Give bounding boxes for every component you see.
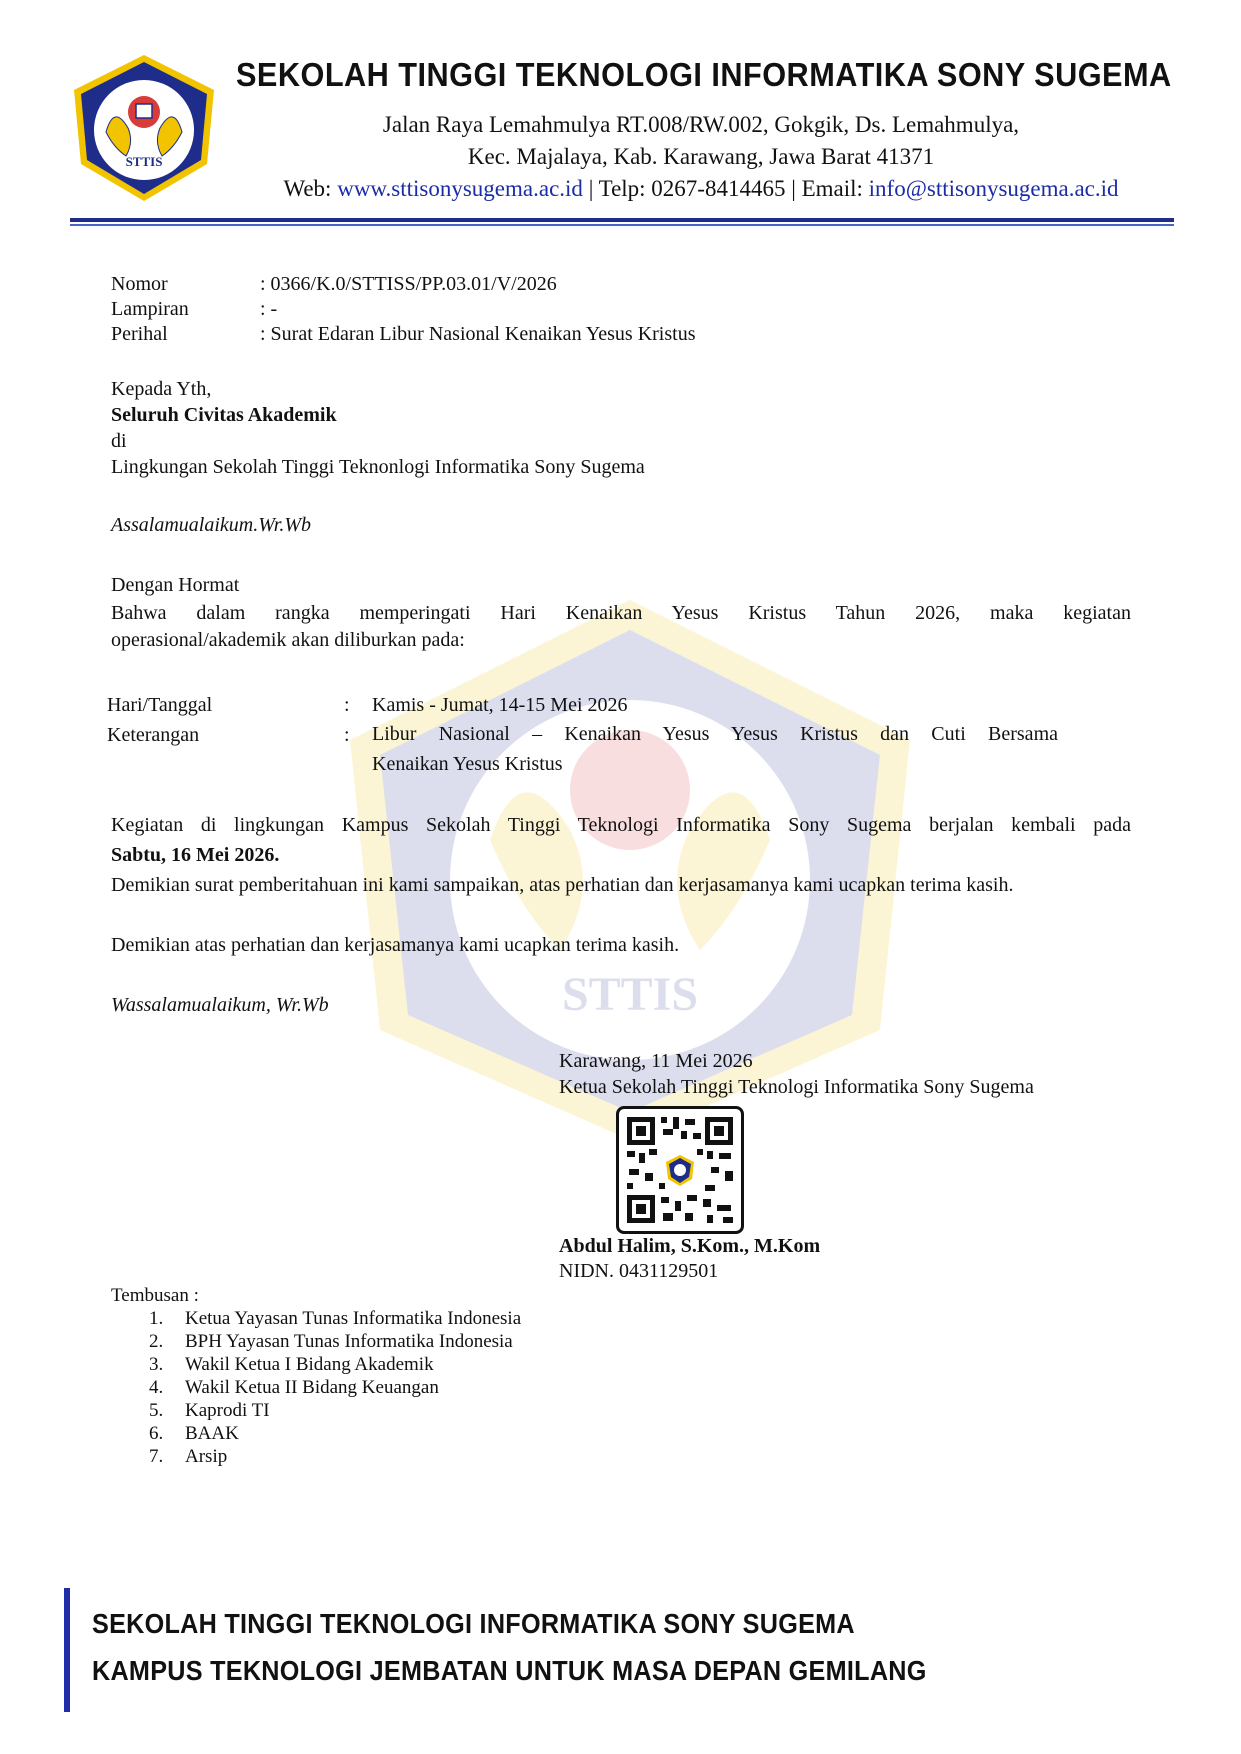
web-label: Web: <box>283 176 338 201</box>
paragraph-3: Demikian surat pemberitahuan ini kami sampaikan, atas perhatian dan kerjasamanya kami ucapkan terima kasih. <box>111 874 1014 896</box>
institution-name: SEKOLAH TINGGI TEKNOLOGI INFORMATIKA SONY SUGEMA <box>236 56 1172 93</box>
perihal-label: Perihal <box>111 323 168 345</box>
watermark-text: STTIS <box>561 968 699 1021</box>
nomor-value: : 0366/K.0/STTISS/PP.03.01/V/2026 <box>260 273 557 295</box>
paragraph-2-line-1: Kegiatan di lingkungan Kampus Sekolah Tinggi Teknologi Informatika Sony Sugema berjalan kembali pada <box>111 814 1131 836</box>
closing: Wassalamualaikum, Wr.Wb <box>111 994 329 1016</box>
phone-text: | Telp: 0267-8414465 | Email: <box>582 176 869 201</box>
detail-day-value: Kamis - Jumat, 14-15 Mei 2026 <box>372 694 628 716</box>
nomor-label: Nomor <box>111 273 168 295</box>
footer-line-1: SEKOLAH TINGGI TEKNOLOGI INFORMATIKA SONY SUGEMA <box>92 1608 855 1639</box>
recipient-line-2: Seluruh Civitas Akademik <box>111 404 337 426</box>
lampiran-value: : - <box>260 298 278 320</box>
detail-day-label: Hari/Tanggal <box>107 694 213 716</box>
list-item: 6. BAAK <box>149 1423 239 1444</box>
salutation: Dengan Hormat <box>111 574 240 596</box>
address-line-1: Jalan Raya Lemahmulya RT.008/RW.002, Gokgik, Ds. Lemahmulya, <box>382 112 1020 137</box>
paragraph-1-line-2: operasional/akademik akan diliburkan pada: <box>111 629 465 651</box>
perihal-value: : Surat Edaran Libur Nasional Kenaikan Yesus Kristus <box>260 323 696 345</box>
detail-note-value-line-1: Libur Nasional – Kenaikan Yesus Yesus Kristus dan Cuti Bersama <box>372 723 1058 745</box>
paragraph-1-line-1: Bahwa dalam rangka memperingati Hari Kenaikan Yesus Kristus Tahun 2026, maka kegiatan <box>111 602 1131 624</box>
web-link[interactable]: www.sttisonysugema.ac.id <box>337 176 583 201</box>
tembusan-title: Tembusan : <box>111 1285 199 1306</box>
recipient-line-1: Kepada Yth, <box>111 378 212 400</box>
signatory-nidn: NIDN. 0431129501 <box>559 1260 719 1282</box>
qr-code-icon <box>619 1109 741 1231</box>
recipient-line-3: di <box>111 430 127 452</box>
list-item: 5. Kaprodi TI <box>149 1400 270 1421</box>
signature-position: Ketua Sekolah Tinggi Teknologi Informatika Sony Sugema <box>559 1076 1034 1098</box>
institution-logo <box>68 52 220 204</box>
paragraph-4: Demikian atas perhatian dan kerjasamanya kami ucapkan terima kasih. <box>111 934 680 956</box>
logo-center-text: STTIS <box>125 154 163 169</box>
detail-day-colon: : <box>344 694 350 716</box>
list-item: 4. Wakil Ketua II Bidang Keuangan <box>149 1377 439 1398</box>
signatory-name: Abdul Halim, S.Kom., M.Kom <box>559 1235 821 1257</box>
list-item: 3. Wakil Ketua I Bidang Akademik <box>149 1354 434 1375</box>
detail-note-label: Keterangan <box>107 724 200 746</box>
header-rule-thin <box>70 224 1174 226</box>
recipient-line-4: Lingkungan Sekolah Tinggi Teknonlogi Informatika Sony Sugema <box>111 456 645 478</box>
detail-note-colon: : <box>344 724 350 746</box>
footer-line-2: KAMPUS TEKNOLOGI JEMBATAN UNTUK MASA DEPAN GEMILANG <box>92 1655 927 1686</box>
list-item: 1. Ketua Yayasan Tunas Informatika Indonesia <box>149 1308 522 1329</box>
footer-accent-bar <box>64 1588 70 1712</box>
greeting: Assalamualaikum.Wr.Wb <box>111 514 311 536</box>
paragraph-2-line-2: Sabtu, 16 Mei 2026. <box>111 844 280 866</box>
contact-line <box>236 176 1166 202</box>
list-item: 2. BPH Yayasan Tunas Informatika Indonesia <box>149 1331 513 1352</box>
signature-place-date: Karawang, 11 Mei 2026 <box>559 1050 753 1072</box>
list-item: 7. Arsip <box>149 1446 228 1467</box>
header-rule-thick <box>70 218 1174 222</box>
lampiran-label: Lampiran <box>111 298 189 320</box>
address-line-2: Kec. Majalaya, Kab. Karawang, Jawa Barat 41371 <box>467 144 935 169</box>
qr-signature <box>616 1106 744 1234</box>
email-link[interactable]: info@sttisonysugema.ac.id <box>868 176 1119 201</box>
detail-note-value-line-2: Kenaikan Yesus Kristus <box>372 753 563 775</box>
